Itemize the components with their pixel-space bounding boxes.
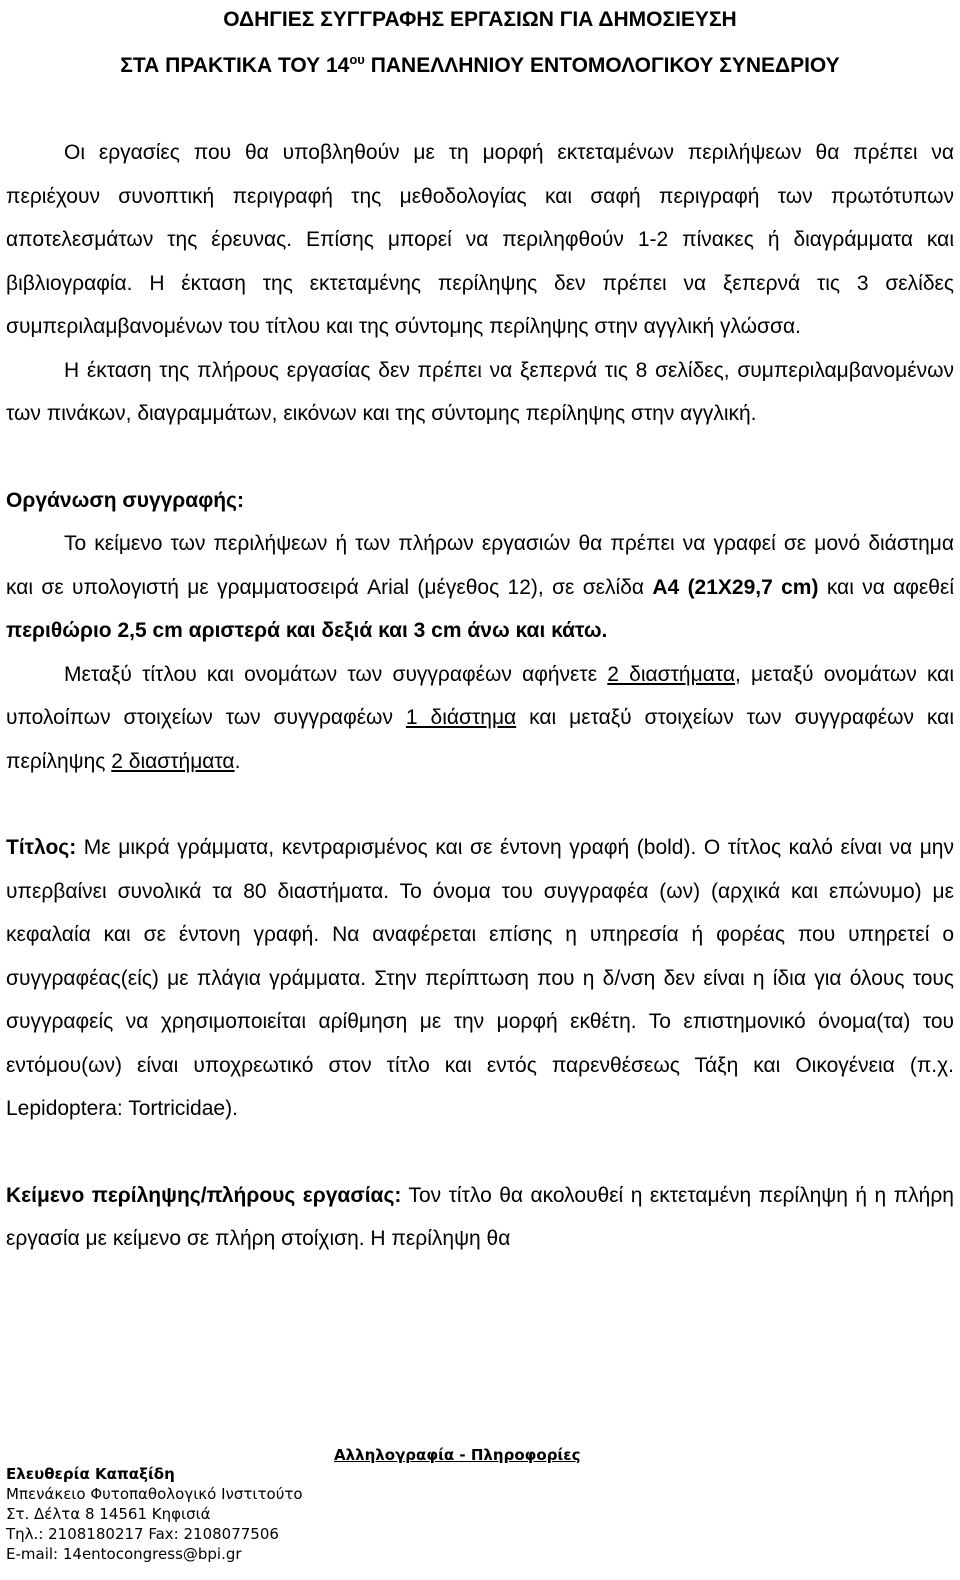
header-line-2: [0, 40, 960, 86]
contact-name: Ελευθερία Καπαξίδη: [6, 1465, 175, 1483]
body-section-paragraph: [6, 1174, 954, 1261]
footer-contact-block: [6, 1464, 303, 1564]
document-content: [0, 86, 960, 1261]
org-p2-text-e: και μεταξύ στοιχείων των συγγραφέων και περίληψης: [6, 706, 954, 773]
org-p2-text-g: .: [234, 749, 241, 773]
spacer: [6, 783, 954, 826]
footer-heading: Αλληλογραφία - Πληροφορίες: [334, 1446, 581, 1464]
contact-phone: Τηλ.: 2108180217 Fax: 2108077506: [6, 1525, 279, 1543]
intro-paragraph-2: Η έκταση της πλήρους εργασίας δεν πρέπει να ξεπερνά τις 8 σελίδες, συμπεριλαμβανομένων των πινάκων, διαγραμμάτων, εικόνων και της σύντομης περίληψης στην αγγλική.: [6, 358, 954, 425]
body-section-text: Τον τίτλο θα ακολουθεί η εκτεταμένη περίληψη ή η πλήρη εργασία με κείμενο σε πλήρη στοίχιση. Η περίληψη θα: [6, 1183, 954, 1250]
header-ordinal-suffix: ου: [349, 52, 365, 67]
contact-address: Στ. Δέλτα 8 14561 Κηφισιά: [6, 1505, 211, 1523]
org-p2-text-c: , μεταξύ ονομάτων και υπολοίπων στοιχείων των συγγραφέων: [6, 662, 954, 729]
org-p1-paper-size: Α4 (21Χ29,7 cm): [652, 575, 819, 599]
org-p1-text-c: και να αφεθεί: [818, 575, 954, 599]
title-section-text: Με μικρά γράμματα, κεντραρισμένος και σε έντονη γραφή (bold). Ο τίτλος καλό είναι να μην υπερβαίνει συνολικά τα 80 διαστήματα. Το όνομα του συγγραφέα (ων) (αρχικά και επώνυμο) με κεφαλαία και σε έντονη γραφή. Να αναφέρεται επίσης η υπηρεσία ή φορέας που υπηρετεί ο συγγραφέας(είς) με πλάγια γράμματα. Στην περίπτωση που η δ/νση δεν είναι η ίδια για όλους τους συγγραφείς να χρησιμοποιείται αρίθμηση με την μορφή εκθέτη. Το επιστημονικό όνομα(τα) του εντόμου(ων) είναι υποχρεωτικό στον τίτλο και εντός παρενθέσεως Τάξη και Οικογένεια (π.χ. Lepidoptera: Tortricidae).: [6, 836, 954, 1120]
org-p2-text-a: Μεταξύ τίτλου και ονομάτων των συγγραφέων αφήνετε: [64, 662, 608, 686]
contact-email[interactable]: E-mail: 14entocongress@bpi.gr: [6, 1545, 242, 1563]
contact-institute: Μπενάκειο Φυτοπαθολογικό Ινστιτούτο: [6, 1485, 303, 1503]
spacer: [6, 1131, 954, 1174]
org-p1-text-a: Το κείμενο των περιλήψεων ή των πλήρων εργασιών θα πρέπει να γραφεί σε μονό διάστημα και σε υπολογιστή με γραμματοσειρά Arial (μέγεθος 12), σε σελίδα: [6, 532, 954, 599]
header-line-2-pre: ΣΤΑ ΠΡΑΚΤΙΚΑ ΤΟΥ 14: [120, 54, 350, 77]
org-p2-spacing-2: 1 διάστημα: [405, 706, 517, 729]
organization-paragraph-1: [6, 522, 954, 653]
org-p1-margins: περιθώριο 2,5 cm αριστερά και δεξιά και 3 cm άνω και κάτω.: [6, 619, 608, 642]
org-p2-spacing-1: 2 διαστήματα: [607, 662, 735, 686]
organization-paragraph-2: [6, 653, 954, 784]
intro-paragraph-1: Οι εργασίες που θα υποβληθούν με τη μορφή εκτεταμένων περιλήψεων θα πρέπει να περιέχουν συνοπτική περιγραφή της μεθοδολογίας και σαφή περιγραφή των πρωτότυπων αποτελεσμάτων της έρευνας. Επίσης μπορεί να περιληφθούν 1-2 πίνακες ή διαγράμματα και βιβλιογραφία. Η έκταση της εκτεταμένης περίληψης δεν πρέπει να ξεπερνά τις 3 σελίδες συμπεριλαμβανομένων του τίτλου και της σύντομης περίληψης στην αγγλική γλώσσα.: [6, 141, 954, 338]
document-header: [0, 0, 960, 86]
header-line-1: ΟΔΗΓΙΕΣ ΣΥΓΓΡΑΦΗΣ ΕΡΓΑΣΙΩΝ ΓΙΑ ΔΗΜΟΣΙΕΥΣΗ: [223, 8, 737, 31]
spacer: [6, 436, 954, 479]
title-section-paragraph: [6, 826, 954, 1131]
org-p2-spacing-3: 2 διαστήματα: [111, 749, 235, 773]
organization-heading-text: Οργάνωση συγγραφής:: [6, 488, 244, 512]
body-section-label: Κείμενο περίληψης/πλήρους εργασίας:: [6, 1183, 402, 1207]
header-line-2-post: ΠΑΝΕΛΛΗΝΙΟΥ ΕΝΤΟΜΟΛΟΓΙΚΟΥ ΣΥΝΕΔΡΙΟΥ: [364, 54, 840, 77]
title-section-label: Τίτλος:: [6, 836, 77, 859]
organization-heading: [6, 479, 954, 523]
